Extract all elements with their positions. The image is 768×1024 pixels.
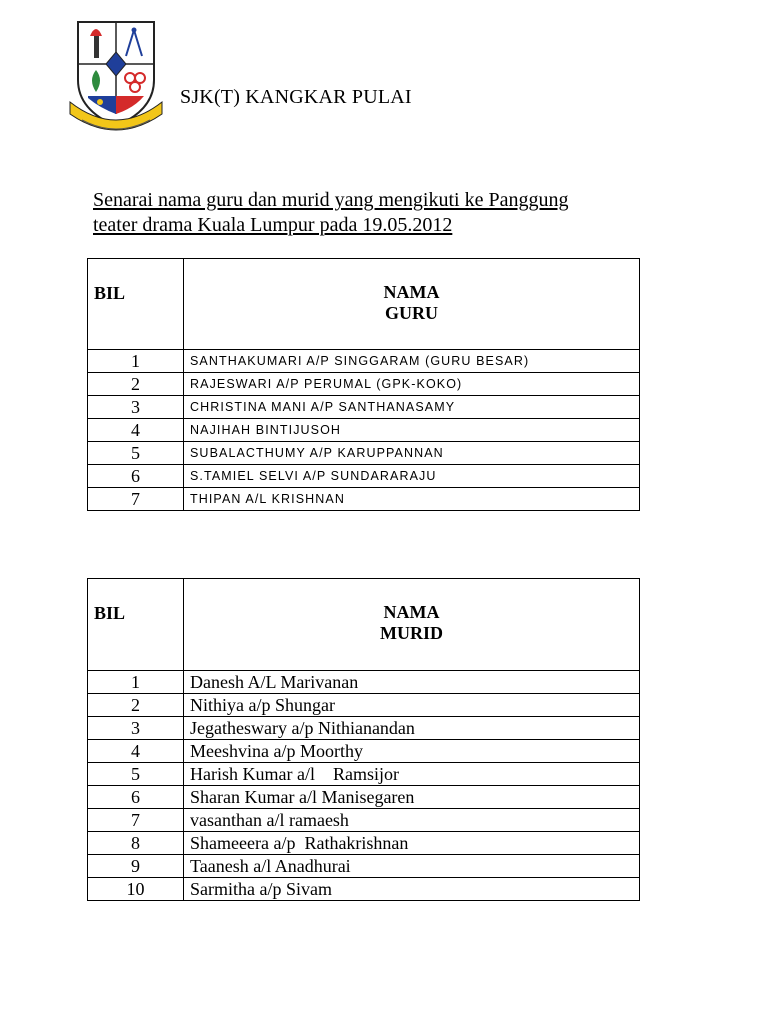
row-number: 10 <box>88 878 184 901</box>
teacher-name: CHRISTINA MANI A/P SANTHANASAMY <box>184 396 640 419</box>
row-number: 9 <box>88 855 184 878</box>
table-row <box>88 396 640 419</box>
table-row <box>88 809 640 832</box>
student-name: Danesh A/L Marivanan <box>184 671 640 694</box>
row-number: 4 <box>88 740 184 763</box>
student-name: Harish Kumar a/l Ramsijor <box>184 763 640 786</box>
school-name: SJK(T) KANGKAR PULAI <box>180 86 412 108</box>
teacher-name: NAJIHAH BINTIJUSOH <box>184 419 640 442</box>
table-row <box>88 786 640 809</box>
table-row <box>88 740 640 763</box>
row-number: 6 <box>88 786 184 809</box>
table-row <box>88 671 640 694</box>
table-row <box>88 878 640 901</box>
heading-line-1: Senarai nama guru dan murid yang mengikuti ke Panggung <box>93 189 569 211</box>
column-header-nama-line1: NAMA <box>383 282 440 302</box>
row-number: 1 <box>88 350 184 373</box>
row-number: 5 <box>88 763 184 786</box>
column-header-bil: BIL <box>88 259 184 350</box>
column-header-bil: BIL <box>88 579 184 671</box>
table-row <box>88 694 640 717</box>
row-number: 6 <box>88 465 184 488</box>
teacher-name: SUBALACTHUMY A/P KARUPPANNAN <box>184 442 640 465</box>
table-row <box>88 717 640 740</box>
column-header-nama-line1: NAMA <box>383 602 440 622</box>
teacher-name: THIPAN A/L KRISHNAN <box>184 488 640 511</box>
row-number: 7 <box>88 809 184 832</box>
table-row <box>88 763 640 786</box>
row-number: 2 <box>88 694 184 717</box>
row-number: 3 <box>88 717 184 740</box>
teacher-name: RAJESWARI A/P PERUMAL (GPK-KOKO) <box>184 373 640 396</box>
table-row <box>88 465 640 488</box>
teacher-name: SANTHAKUMARI A/P SINGGARAM (GURU BESAR) <box>184 350 640 373</box>
column-header-nama <box>184 259 640 350</box>
table-row <box>88 373 640 396</box>
row-number: 7 <box>88 488 184 511</box>
student-name: Sharan Kumar a/l Manisegaren <box>184 786 640 809</box>
student-name: Meeshvina a/p Moorthy <box>184 740 640 763</box>
row-number: 1 <box>88 671 184 694</box>
column-header-nama-line2: GURU <box>385 303 438 323</box>
table-row <box>88 832 640 855</box>
row-number: 8 <box>88 832 184 855</box>
row-number: 5 <box>88 442 184 465</box>
student-name: vasanthan a/l ramaesh <box>184 809 640 832</box>
student-table-header <box>88 579 640 671</box>
table-row <box>88 855 640 878</box>
teacher-name: S.TAMIEL SELVI A/P SUNDARARAJU <box>184 465 640 488</box>
student-name: Sarmitha a/p Sivam <box>184 878 640 901</box>
student-table <box>87 578 640 901</box>
student-name: Taanesh a/l Anadhurai <box>184 855 640 878</box>
document-heading <box>93 188 673 238</box>
school-crest-logo <box>68 18 164 136</box>
column-header-nama <box>184 579 640 671</box>
table-row <box>88 442 640 465</box>
row-number: 4 <box>88 419 184 442</box>
student-name: Jegatheswary a/p Nithianandan <box>184 717 640 740</box>
row-number: 3 <box>88 396 184 419</box>
table-row <box>88 350 640 373</box>
student-name: Shameeera a/p Rathakrishnan <box>184 832 640 855</box>
table-row <box>88 488 640 511</box>
teacher-table-header <box>88 259 640 350</box>
row-number: 2 <box>88 373 184 396</box>
student-name: Nithiya a/p Shungar <box>184 694 640 717</box>
table-row <box>88 419 640 442</box>
heading-line-2: teater drama Kuala Lumpur pada 19.05.2012 <box>93 214 453 236</box>
column-header-nama-line2: MURID <box>380 623 443 643</box>
teacher-table <box>87 258 640 511</box>
